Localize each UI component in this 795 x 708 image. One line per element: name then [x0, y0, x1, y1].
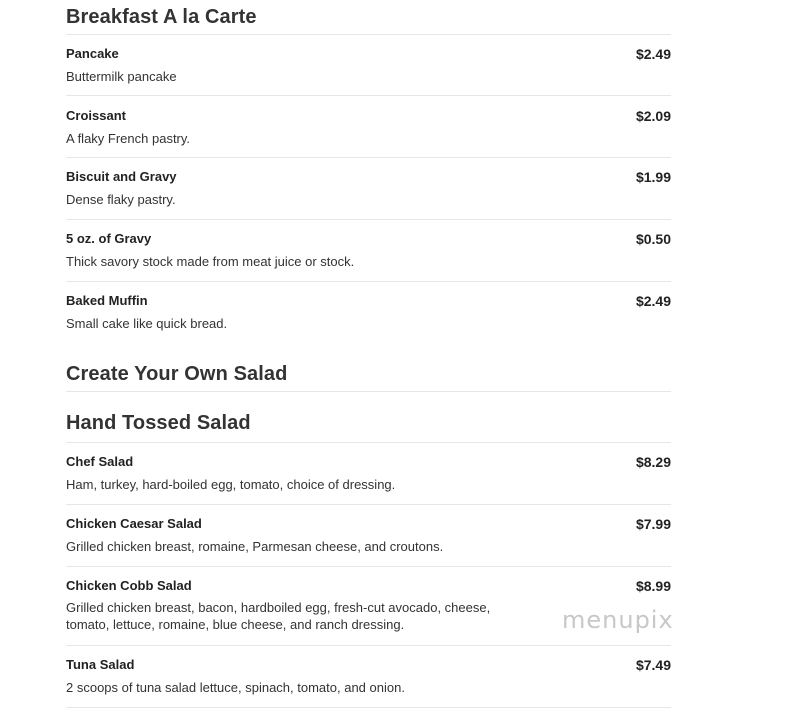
menu-item	[66, 220, 671, 282]
item-description: Small cake like quick bread.	[66, 316, 228, 331]
item-description: Thick savory stock made from meat juice or stock.	[66, 254, 355, 269]
item-name: Chef Salad	[66, 454, 134, 469]
item-price: $8.29	[635, 454, 671, 470]
menu-item	[66, 158, 671, 220]
menu-item	[66, 505, 671, 567]
item-price: $8.99	[635, 578, 671, 594]
section-header-create-salad	[66, 343, 671, 392]
item-name: Biscuit and Gravy	[66, 169, 177, 184]
item-description: Grilled chicken breast, bacon, hardboiled egg, fresh-cut avocado, cheese, tomato, lettuce, romaine, blue cheese, and ranch dressing.	[66, 600, 491, 632]
item-price: $1.99	[635, 169, 671, 185]
section-title: Hand Tossed Salad	[66, 412, 251, 434]
item-name: Chicken Caesar Salad	[66, 516, 202, 531]
menu-item	[66, 282, 671, 343]
item-price: $2.09	[635, 108, 671, 124]
menupix-watermark: menupix	[562, 606, 674, 634]
item-price: $2.49	[635, 293, 671, 309]
item-price: $0.50	[635, 231, 671, 247]
item-description: Dense flaky pastry.	[66, 192, 176, 207]
item-price: $7.49	[635, 657, 671, 673]
item-description: Ham, turkey, hard-boiled egg, tomato, choice of dressing.	[66, 477, 396, 492]
item-name: Pancake	[66, 46, 119, 61]
item-name: Chicken Cobb Salad	[66, 578, 192, 593]
section-header-hand-tossed	[66, 392, 671, 443]
menu-item	[66, 96, 671, 158]
item-name: 5 oz. of Gravy	[66, 231, 152, 246]
menu-item	[66, 646, 671, 708]
item-description: A flaky French pastry.	[66, 131, 191, 146]
item-name: Tuna Salad	[66, 657, 135, 672]
item-price: $7.99	[635, 516, 671, 532]
item-name: Baked Muffin	[66, 293, 148, 308]
menu-item	[66, 35, 671, 96]
menu-content	[66, 0, 671, 708]
item-description: Grilled chicken breast, romaine, Parmesan cheese, and croutons.	[66, 539, 444, 554]
section-title: Breakfast A la Carte	[66, 6, 257, 28]
item-price: $2.49	[635, 46, 671, 62]
item-name: Croissant	[66, 108, 126, 123]
item-description: 2 scoops of tuna salad lettuce, spinach, tomato, and onion.	[66, 680, 405, 695]
section-title: Create Your Own Salad	[66, 363, 288, 385]
item-description: Buttermilk pancake	[66, 69, 177, 84]
menu-item	[66, 443, 671, 505]
section-header-breakfast	[66, 0, 671, 35]
